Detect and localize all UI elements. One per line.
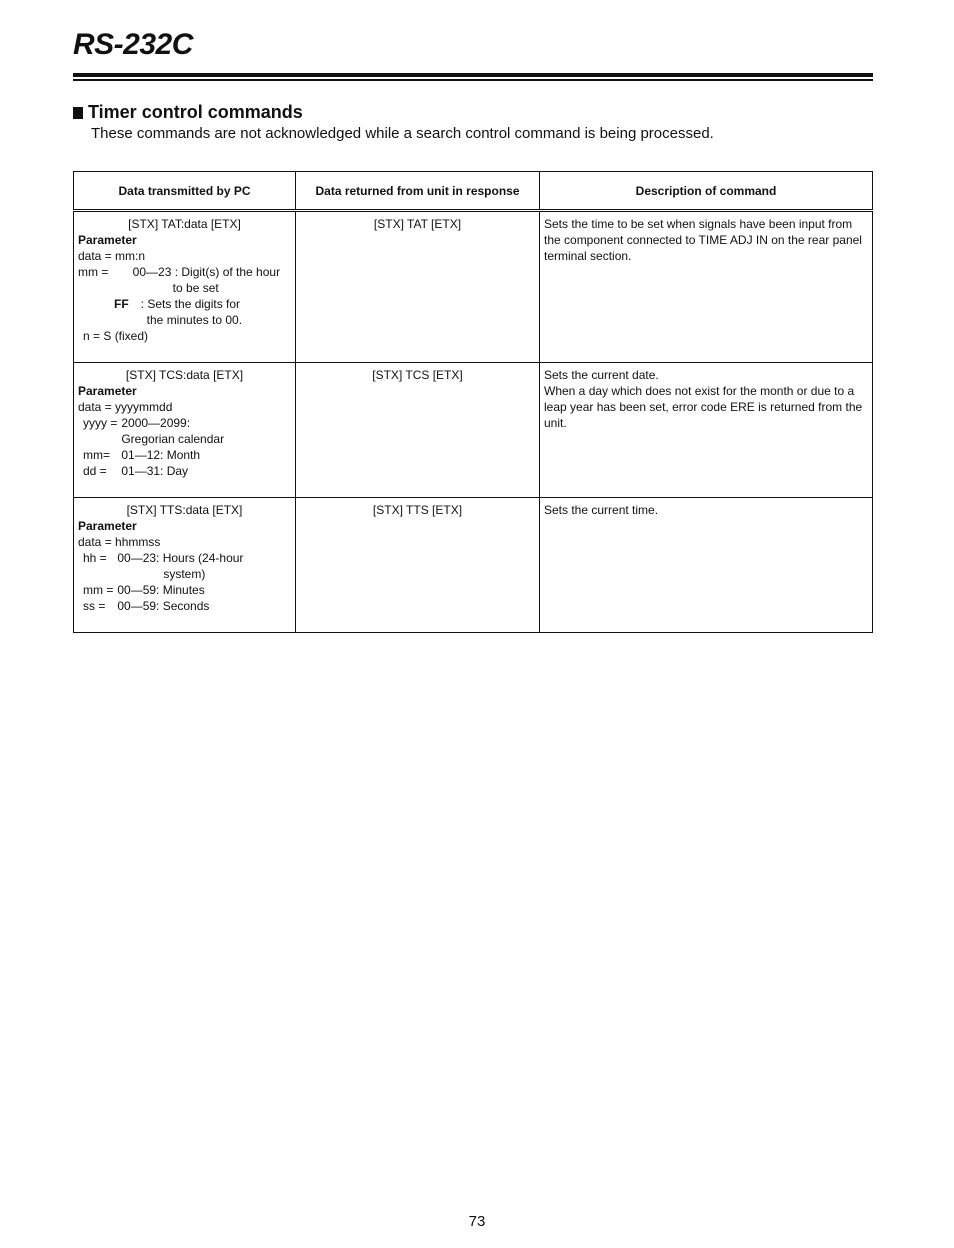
parameter-key: yyyy = (83, 416, 118, 430)
parameter-list (78, 264, 291, 328)
header-rule (73, 73, 873, 77)
parameter-value: : Sets the digits for (140, 297, 241, 311)
parameter-value: to be set (172, 281, 219, 295)
section-heading-text: Timer control commands (88, 102, 303, 122)
description-text: Sets the current time. (544, 503, 659, 517)
parameter-key: FF (114, 297, 129, 311)
data-format: data = yyyymmdd (78, 400, 173, 414)
data-format: data = hhmmss (78, 535, 161, 549)
transmitted-cell (74, 363, 296, 498)
parameter-key (78, 312, 129, 328)
parameter-value: Gregorian calendar (121, 432, 225, 446)
section-heading (73, 102, 303, 123)
parameter-key: mm = (83, 583, 114, 597)
section-intro: These commands are not acknowledged while a search control command is being processed. (91, 125, 714, 142)
parameter-value: 01—31: Day (121, 464, 189, 478)
command-string: [STX] TTS:data [ETX] (126, 503, 243, 517)
response-cell: [STX] TTS [ETX] (296, 498, 540, 633)
parameter-key: hh = (83, 551, 107, 565)
transmitted-cell (74, 211, 296, 363)
table-row (74, 211, 873, 363)
parameter-value: 00—59: Minutes (117, 583, 205, 597)
description-cell (540, 498, 873, 633)
timer-commands-table (73, 171, 873, 633)
description-cell (540, 211, 873, 363)
command-string: [STX] TAT:data [ETX] (128, 217, 241, 231)
parameter-key (83, 566, 113, 582)
parameter-value: 00—23: Hours (24-hour (117, 551, 244, 565)
column-header-transmitted: Data transmitted by PC (74, 172, 296, 211)
parameter-key: ss = (83, 599, 106, 613)
parameter-label: Parameter (78, 384, 137, 398)
parameter-key (83, 431, 117, 447)
table-row (74, 498, 873, 633)
data-format: data = mm:n (78, 249, 146, 263)
parameter-list (78, 415, 291, 479)
table-row (74, 363, 873, 498)
page-header-title: RS-232C (73, 28, 193, 61)
description-text: When a day which does not exist for the month or due to a leap year has been set, error code ERE is returned from the unit. (544, 384, 863, 430)
header-rule-thin (73, 79, 873, 81)
parameter-key: mm= (83, 448, 110, 462)
description-text: Sets the time to be set when signals have been input from the component connected to TIME ADJ IN on the rear panel terminal section. (544, 217, 862, 263)
header-rule-tick (73, 79, 103, 81)
parameter-label: Parameter (78, 233, 137, 247)
description-text: Sets the current date. (544, 368, 659, 382)
parameter-value: system) (163, 567, 206, 581)
transmitted-cell (74, 498, 296, 633)
command-string: [STX] TCS:data [ETX] (125, 368, 244, 382)
parameter-value: 00—23 : Digit(s) of the hour (132, 265, 281, 279)
parameter-key (78, 280, 129, 296)
column-header-description: Description of command (540, 172, 873, 211)
parameter-key: dd = (83, 464, 107, 478)
parameter-key: mm = (78, 265, 109, 279)
parameter-value: 00—59: Seconds (117, 599, 210, 613)
parameter-value: 2000—2099: (121, 416, 191, 430)
parameter-label: Parameter (78, 519, 137, 533)
column-header-returned: Data returned from unit in response (296, 172, 540, 211)
response-cell: [STX] TCS [ETX] (296, 363, 540, 498)
parameter-value: the minutes to 00. (146, 313, 243, 327)
response-cell: [STX] TAT [ETX] (296, 211, 540, 363)
table-header-row (74, 172, 873, 211)
parameter-value: 01—12: Month (121, 448, 201, 462)
parameter-list (78, 550, 291, 614)
square-bullet-icon (73, 107, 83, 119)
page-number: 73 (468, 1213, 486, 1230)
description-cell (540, 363, 873, 498)
parameter-tail: n = S (fixed) (83, 329, 149, 343)
